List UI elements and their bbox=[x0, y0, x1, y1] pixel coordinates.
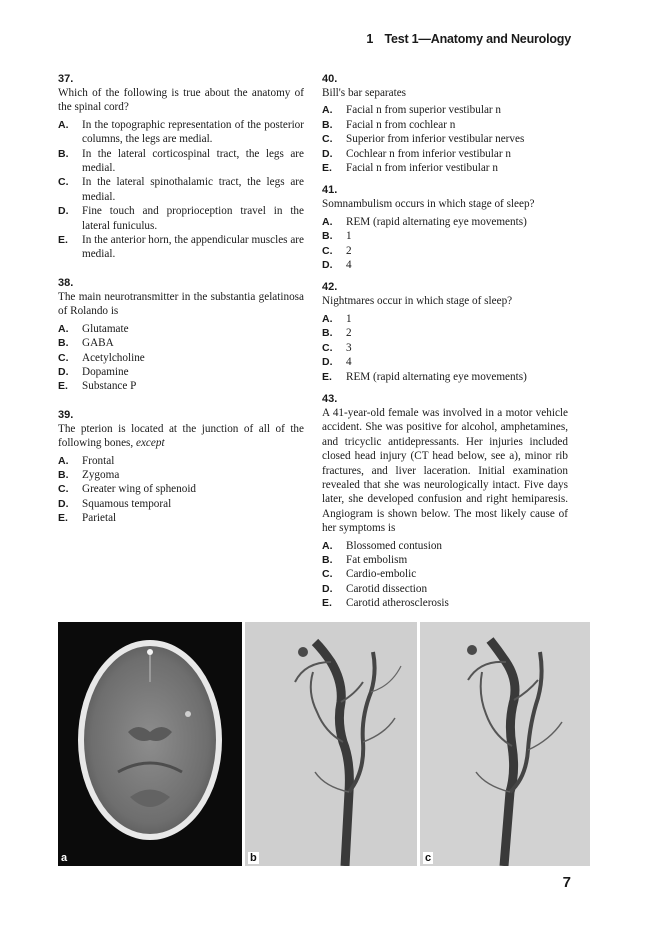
option-text: 3 bbox=[346, 341, 352, 354]
option-text: Frontal bbox=[82, 454, 115, 467]
question-number: 40. bbox=[322, 73, 338, 85]
question-37 bbox=[58, 72, 304, 262]
answer-option bbox=[58, 322, 304, 336]
option-letter: B. bbox=[58, 147, 69, 160]
option-text: Acetylcholine bbox=[82, 351, 145, 364]
question-stem: A 41-year-old female was involved in a motor vehicle accident. She was positive for alcohol, amphetamines, and tricyclic antidepressants. Her injuries included closed head injury (CT head below, see a), minor rib fractures, and liver laceration. Initial examination revealed that she was neurologically intact. Five days later, she developed confusion and right hemiparesis. Angiogram is shown below. The most likely cause of her symptoms is bbox=[322, 406, 568, 535]
right-column bbox=[322, 72, 568, 611]
option-text: Substance P bbox=[82, 380, 137, 393]
stem-text: The pterion is located at the junction of all of the following bones, bbox=[58, 422, 304, 450]
option-letter: B. bbox=[322, 327, 333, 340]
option-text: Carotid dissection bbox=[346, 582, 428, 595]
figure-label-a: a bbox=[61, 852, 68, 864]
option-letter: C. bbox=[322, 133, 333, 146]
option-letter: A. bbox=[58, 454, 69, 467]
answer-option bbox=[322, 215, 568, 229]
option-text: Zygoma bbox=[82, 468, 120, 481]
option-text: 1 bbox=[346, 230, 352, 243]
figure-label-c: c bbox=[425, 852, 432, 864]
answer-option bbox=[322, 355, 568, 369]
option-letter: A. bbox=[58, 118, 69, 131]
option-letter: C. bbox=[58, 483, 69, 496]
question-stem: Nightmares occur in which stage of sleep? bbox=[322, 295, 513, 308]
option-letter: A. bbox=[322, 539, 333, 552]
question-number: 41. bbox=[322, 184, 338, 197]
option-letter: D. bbox=[322, 147, 333, 160]
answer-option bbox=[322, 539, 568, 553]
ct-head-image bbox=[58, 622, 242, 866]
option-letter: D. bbox=[322, 582, 333, 595]
answer-option bbox=[58, 497, 304, 511]
option-text: Greater wing of sphenoid bbox=[82, 483, 197, 496]
question-number: 43. bbox=[322, 392, 338, 405]
question-stem: Bill's bar separates bbox=[322, 87, 407, 99]
option-letter: E. bbox=[322, 162, 332, 175]
running-header bbox=[366, 32, 571, 46]
option-letter: C. bbox=[58, 176, 69, 189]
answer-option bbox=[58, 204, 304, 233]
option-letter: B. bbox=[322, 553, 333, 566]
question-39 bbox=[58, 408, 304, 526]
option-text: Cardio-embolic bbox=[346, 568, 417, 581]
figure-panels bbox=[58, 622, 590, 866]
option-letter: B. bbox=[58, 468, 69, 481]
answer-option bbox=[322, 244, 568, 258]
option-text: REM (rapid alternating eye movements) bbox=[346, 370, 527, 383]
answer-option bbox=[322, 132, 568, 146]
question-42 bbox=[322, 280, 568, 383]
answer-option bbox=[322, 370, 568, 384]
answer-option bbox=[58, 233, 304, 262]
answer-option bbox=[322, 147, 568, 161]
question-38 bbox=[58, 276, 304, 394]
option-text: In the topographic representation of the posterior columns, the legs are medial. bbox=[82, 118, 304, 146]
answer-option bbox=[58, 468, 304, 482]
option-text: Fine touch and proprioception travel in the lateral funiculus. bbox=[82, 205, 304, 232]
answer-option bbox=[322, 258, 568, 272]
left-column bbox=[58, 72, 304, 540]
answer-option bbox=[58, 351, 304, 365]
answer-option bbox=[322, 553, 568, 567]
option-text: Cochlear n from inferior vestibular n bbox=[346, 147, 511, 160]
option-text: Squamous temporal bbox=[82, 497, 172, 510]
option-letter: B. bbox=[322, 118, 333, 131]
option-letter: A. bbox=[322, 215, 333, 228]
page-number: 7 bbox=[562, 874, 571, 891]
option-letter: C. bbox=[58, 351, 69, 364]
stem-emphasis: except bbox=[136, 437, 165, 450]
answer-option bbox=[58, 336, 304, 350]
option-letter: E. bbox=[322, 370, 332, 383]
option-text: Dopamine bbox=[82, 365, 129, 378]
option-text: REM (rapid alternating eye movements) bbox=[346, 215, 527, 228]
option-letter: D. bbox=[58, 365, 69, 378]
question-stem bbox=[58, 422, 304, 451]
option-text: Blossomed contusion bbox=[346, 539, 443, 552]
question-41 bbox=[322, 183, 568, 272]
option-letter: D. bbox=[58, 205, 69, 218]
option-text: In the lateral corticospinal tract, the legs are medial. bbox=[82, 147, 304, 175]
answer-option bbox=[58, 379, 304, 393]
answer-option bbox=[322, 596, 568, 610]
angiogram-image-c bbox=[420, 622, 590, 866]
answer-option bbox=[322, 229, 568, 243]
question-stem: The main neurotransmitter in the substantia gelatinosa of Rolando is bbox=[58, 290, 304, 318]
option-letter: D. bbox=[322, 259, 333, 272]
option-letter: B. bbox=[58, 337, 69, 350]
option-text: 4 bbox=[346, 259, 352, 272]
question-number: 42. bbox=[322, 281, 338, 294]
option-letter: A. bbox=[322, 312, 333, 325]
answer-option bbox=[58, 175, 304, 204]
answer-option bbox=[58, 482, 304, 496]
option-text: Glutamate bbox=[82, 322, 129, 335]
answer-option bbox=[322, 118, 568, 132]
ct-scan-graphic bbox=[58, 622, 242, 866]
option-letter: B. bbox=[322, 230, 333, 243]
option-letter: E. bbox=[58, 512, 68, 525]
option-text: 4 bbox=[346, 356, 352, 369]
answer-option bbox=[322, 326, 568, 340]
question-stem: Which of the following is true about the anatomy of the spinal cord? bbox=[58, 87, 304, 114]
option-letter: A. bbox=[58, 322, 69, 335]
angiogram-image-b bbox=[245, 622, 417, 866]
option-text: 1 bbox=[346, 312, 352, 325]
question-number: 38. bbox=[58, 276, 74, 289]
option-letter: C. bbox=[322, 244, 333, 257]
angiogram-graphic-b bbox=[245, 622, 417, 866]
option-letter: C. bbox=[322, 568, 333, 581]
option-text: Facial n from superior vestibular n bbox=[346, 104, 502, 117]
answer-option bbox=[58, 365, 304, 379]
question-number: 39. bbox=[58, 408, 74, 421]
option-text: 2 bbox=[346, 244, 352, 257]
option-letter: C. bbox=[322, 341, 333, 354]
answer-option bbox=[322, 341, 568, 355]
option-text: Facial n from inferior vestibular n bbox=[346, 162, 498, 175]
question-43 bbox=[322, 392, 568, 611]
option-text: Superior from inferior vestibular nerves bbox=[346, 133, 525, 146]
question-40 bbox=[322, 72, 568, 175]
answer-option bbox=[58, 118, 304, 147]
answer-option bbox=[322, 567, 568, 581]
figure-label-b: b bbox=[250, 852, 257, 864]
option-letter: E. bbox=[58, 380, 68, 393]
option-text: 2 bbox=[346, 327, 352, 340]
option-text: GABA bbox=[82, 337, 114, 350]
option-text: Facial n from cochlear n bbox=[346, 118, 456, 131]
question-stem: Somnambulism occurs in which stage of sleep? bbox=[322, 198, 535, 211]
option-letter: E. bbox=[322, 597, 332, 610]
option-letter: A. bbox=[322, 104, 333, 117]
option-text: Parietal bbox=[82, 512, 117, 525]
answer-option bbox=[58, 147, 304, 176]
chapter-number: 1 bbox=[366, 32, 374, 46]
angiogram-graphic-c bbox=[420, 622, 590, 866]
option-text: In the lateral spinothalamic tract, the legs are medial. bbox=[82, 176, 304, 203]
option-letter: D. bbox=[322, 356, 333, 369]
answer-option bbox=[322, 103, 568, 117]
answer-option bbox=[58, 511, 304, 525]
answer-option bbox=[322, 161, 568, 175]
question-number: 37. bbox=[58, 73, 74, 85]
chapter-title: Test 1—Anatomy and Neurology bbox=[384, 32, 571, 46]
option-letter: E. bbox=[58, 234, 68, 247]
option-text: Carotid atherosclerosis bbox=[346, 597, 449, 610]
option-letter: D. bbox=[58, 497, 69, 510]
answer-option bbox=[58, 454, 304, 468]
option-text: In the anterior horn, the appendicular muscles are medial. bbox=[82, 234, 304, 261]
answer-option bbox=[322, 582, 568, 596]
answer-option bbox=[322, 312, 568, 326]
option-text: Fat embolism bbox=[346, 553, 408, 566]
